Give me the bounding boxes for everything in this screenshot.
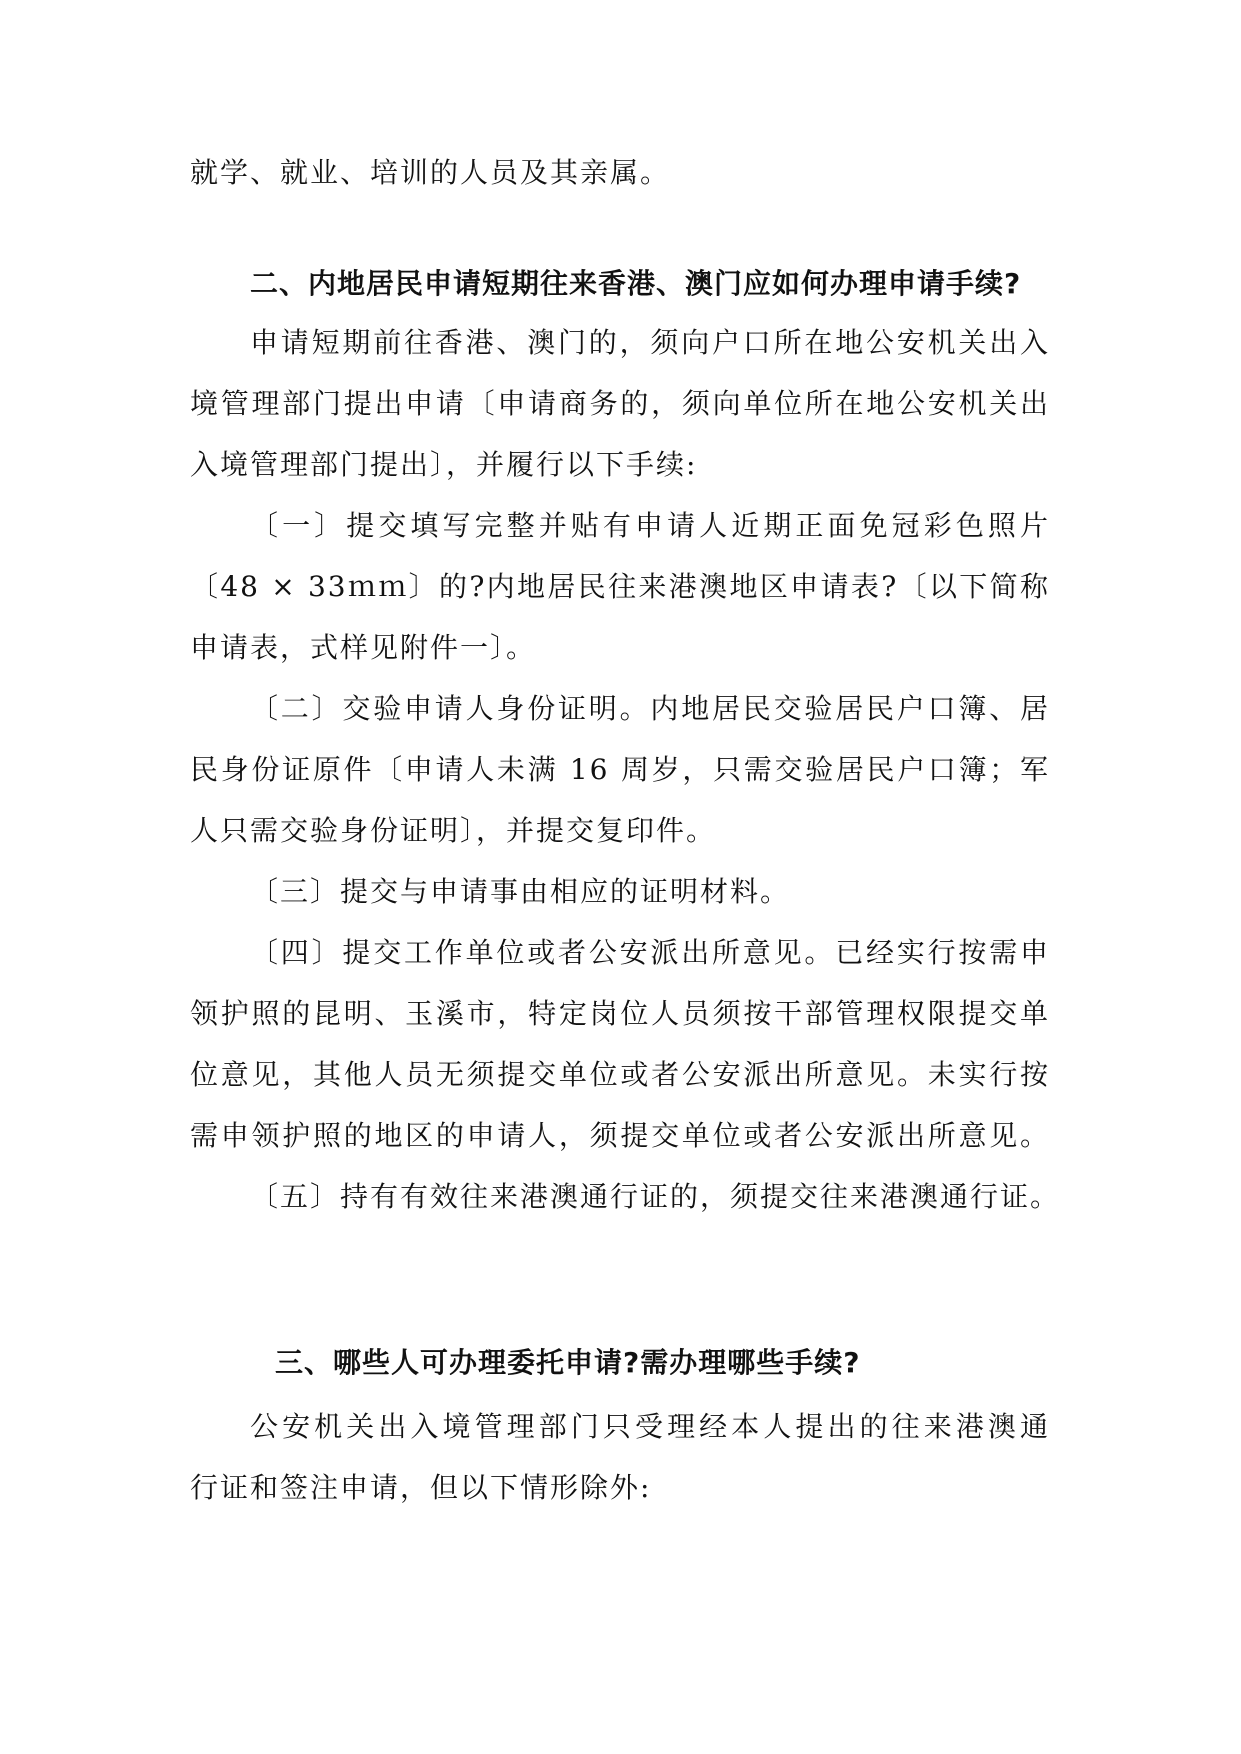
paragraph-line: 人只需交验身份证明〕，并提交复印件。 (190, 814, 717, 847)
section-heading-2: 二、内地居民申请短期往来香港、澳门应如何办理申请手续? (250, 267, 1022, 300)
paragraph-line: 就学、就业、培训的人员及其亲属。 (190, 156, 671, 189)
paragraph-line: 〔二〕交验申请人身份证明。内地居民交验居民户口簿、居 (250, 692, 1050, 725)
paragraph-line: 领护照的昆明、玉溪市，特定岗位人员须按干部管理权限提交单 (190, 997, 1050, 1030)
paragraph-line: 位意见，其他人员无须提交单位或者公安派出所意见。未实行按 (190, 1058, 1050, 1091)
paragraph-line: 入境管理部门提出〕，并履行以下手续: (190, 448, 698, 481)
paragraph-line: 民身份证原件〔申请人未满 16 周岁，只需交验居民户口簿；军 (190, 753, 1050, 786)
paragraph-line: 公安机关出入境管理部门只受理经本人提出的往来港澳通 (250, 1410, 1050, 1443)
paragraph-line: 需申领护照的地区的申请人，须提交单位或者公安派出所意见。 (190, 1119, 1050, 1152)
paragraph-line: 〔三〕提交与申请事由相应的证明材料。 (250, 875, 791, 908)
paragraph-line: 申请表，式样见附件一〕。 (190, 631, 537, 664)
paragraph-line: 〔五〕持有有效往来港澳通行证的，须提交往来港澳通行证。 (250, 1180, 1061, 1213)
paragraph-line: 〔四〕提交工作单位或者公安派出所意见。已经实行按需申 (250, 936, 1050, 969)
section-heading-3: 三、哪些人可办理委托申请?需办理哪些手续? (275, 1346, 861, 1379)
paragraph-line: 〔一〕提交填写完整并贴有申请人近期正面免冠彩色照片 (250, 509, 1050, 542)
paragraph-line: 申请短期前往香港、澳门的，须向户口所在地公安机关出入 (250, 326, 1050, 359)
paragraph-line: 〔48 × 33ｍｍ〕的?内地居民往来港澳地区申请表?〔以下简称 (190, 570, 1050, 603)
paragraph-line: 行证和签注申请，但以下情形除外: (190, 1471, 652, 1504)
paragraph-line: 境管理部门提出申请〔申请商务的，须向单位所在地公安机关出 (190, 387, 1050, 420)
